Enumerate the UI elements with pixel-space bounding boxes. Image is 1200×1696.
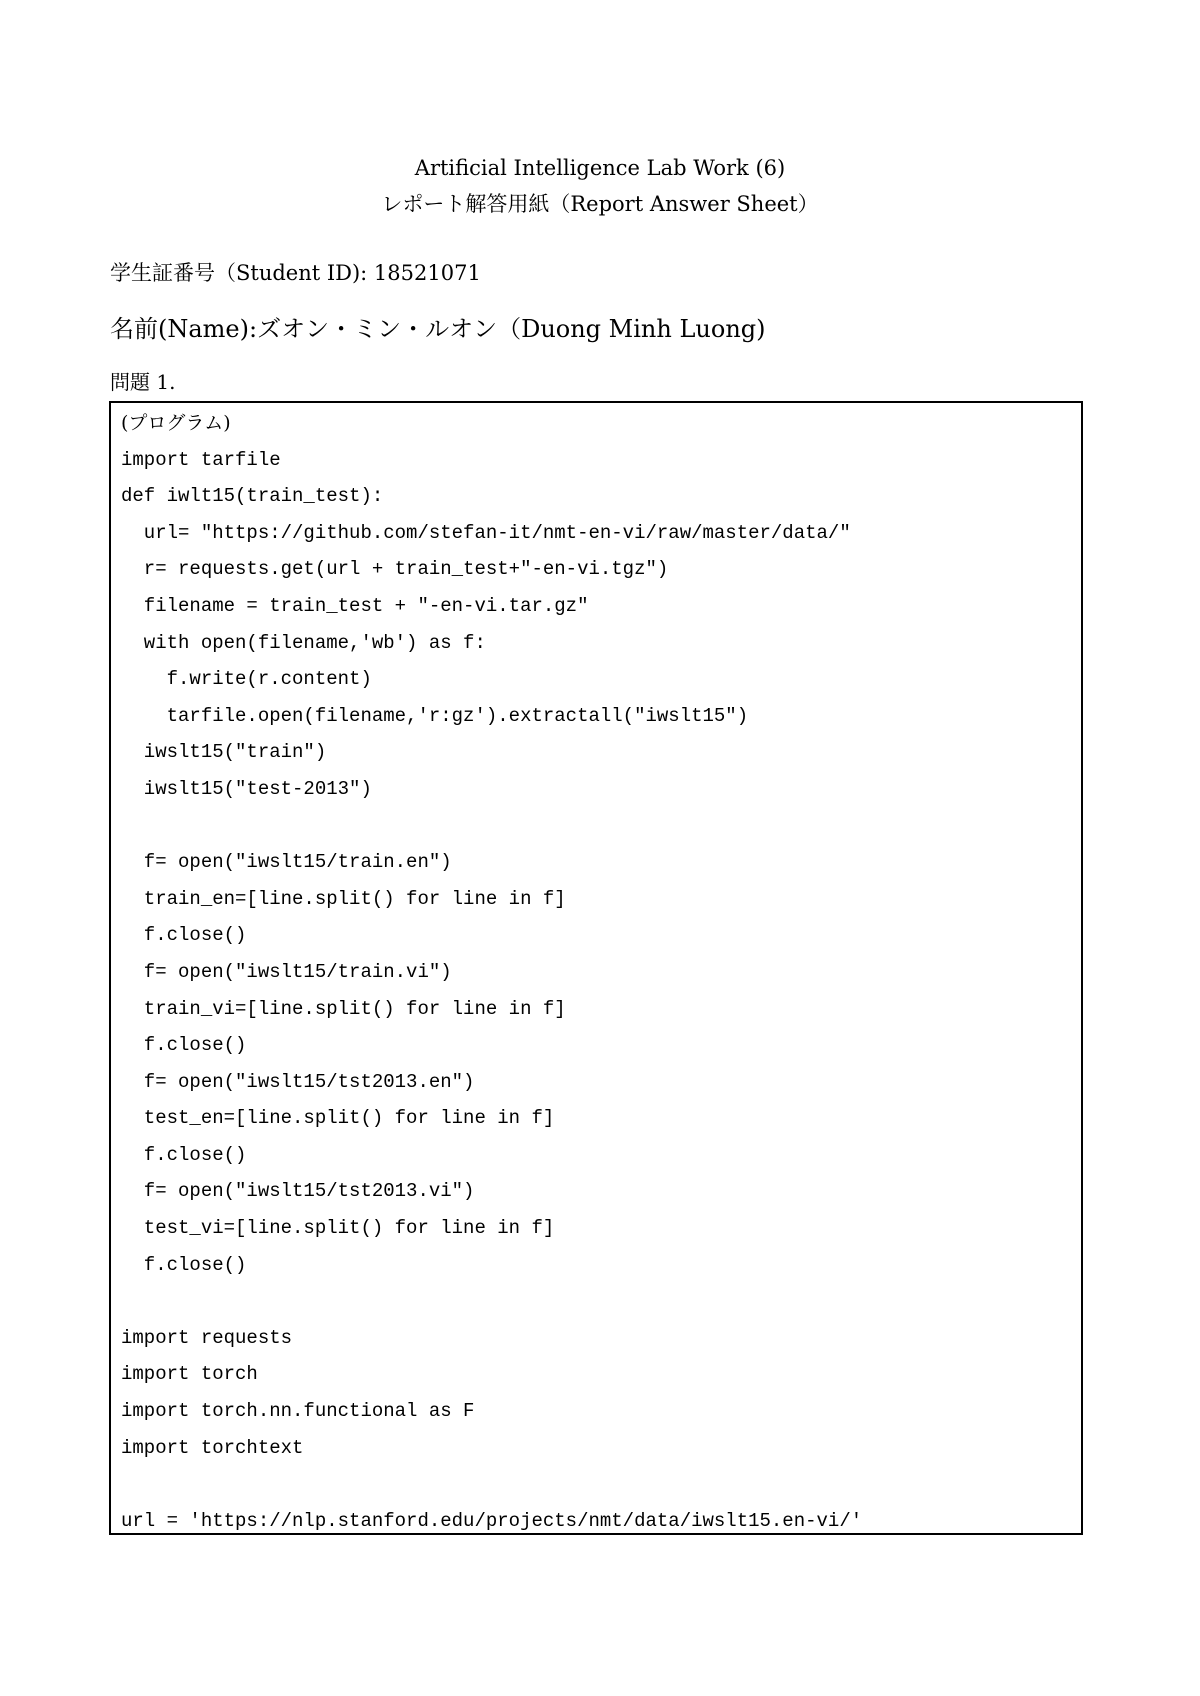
code-line: import torchtext — [121, 1436, 304, 1459]
code-line: url = 'https://nlp.stanford.edu/projects/nmt/data/iwslt15.en-vi/' — [121, 1509, 863, 1532]
code-line: def iwlt15(train_test): — [121, 485, 384, 508]
code-line: filename = train_test + "-en-vi.tar.gz" — [121, 594, 589, 617]
code-line: import tarfile — [121, 448, 281, 471]
code-line: f.close() — [121, 924, 247, 947]
answer-box — [109, 401, 1083, 1535]
code-line: f= open("iwslt15/tst2013.vi") — [121, 1180, 475, 1203]
code-line: f.close() — [121, 1253, 247, 1276]
code-line — [121, 808, 1071, 845]
code-line: with open(filename,'wb') as f: — [121, 631, 486, 654]
code-line: f= open("iwslt15/tst2013.en") — [121, 1070, 475, 1093]
document-title: Artificial Intelligence Lab Work (6) — [414, 156, 786, 180]
code-line: url= "https://github.com/stefan-it/nmt-en-vi/raw/master/data/" — [121, 521, 851, 544]
answer-box-heading: (プログラム) — [121, 412, 231, 434]
code-line: train_en=[line.split() for line in f] — [121, 887, 566, 910]
code-line: test_vi=[line.split() for line in f] — [121, 1217, 555, 1240]
code-line: import torch.nn.functional as F — [121, 1400, 475, 1423]
code-line: import requests — [121, 1326, 293, 1349]
code-line — [121, 1466, 1071, 1503]
document-header — [0, 150, 1200, 222]
document-subtitle: レポート解答用紙（Report Answer Sheet） — [381, 192, 819, 216]
code-line: iwslt15("test-2013") — [121, 777, 372, 800]
student-id-line: 学生証番号（Student ID): 18521071 — [110, 261, 481, 285]
code-line: f.close() — [121, 1034, 247, 1057]
student-name-line: 名前(Name):ズオン・ミン・ルオン（Duong Minh Luong) — [110, 315, 766, 343]
code-line: r= requests.get(url + train_test+"-en-vi.tgz") — [121, 558, 669, 581]
question-label: 問題 1. — [110, 370, 176, 394]
code-line: test_en=[line.split() for line in f] — [121, 1107, 555, 1130]
code-line — [121, 1283, 1071, 1320]
code-line: train_vi=[line.split() for line in f] — [121, 997, 566, 1020]
code-block — [121, 442, 1071, 1535]
code-line: iwslt15("train") — [121, 741, 327, 764]
code-line: f= open("iwslt15/train.vi") — [121, 960, 452, 983]
code-line: f= open("iwslt15/train.en") — [121, 851, 452, 874]
code-line: import torch — [121, 1363, 258, 1386]
code-line: tarfile.open(filename,'r:gz').extractall("iwslt15") — [121, 704, 749, 727]
code-line: f.close() — [121, 1143, 247, 1166]
code-line: f.write(r.content) — [121, 668, 372, 691]
